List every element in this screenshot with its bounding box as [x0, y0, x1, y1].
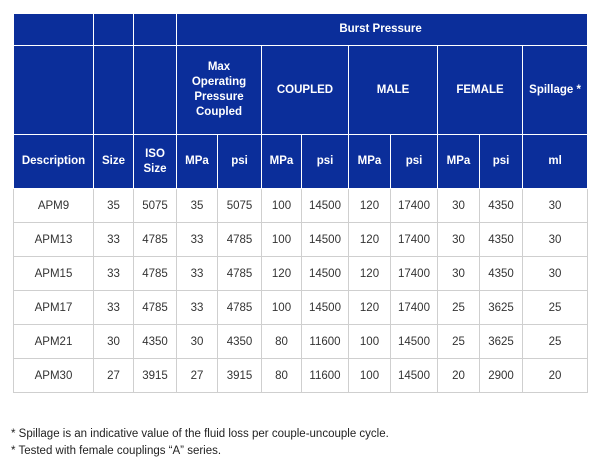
cell-spillage: 30	[523, 223, 588, 257]
cell-female-mpa: 30	[438, 189, 480, 223]
cell-coupled-psi: 14500	[302, 257, 349, 291]
cell-male-psi: 17400	[391, 257, 438, 291]
column-header-iso-size: ISO Size	[134, 135, 177, 189]
cell-coupled-psi: 11600	[302, 359, 349, 393]
header-row-subgroups	[14, 46, 588, 135]
cell-size: 33	[94, 291, 134, 325]
cell-coupled-psi: 14500	[302, 223, 349, 257]
cell-male-psi: 14500	[391, 325, 438, 359]
cell-female-psi: 4350	[480, 189, 523, 223]
header-blank	[94, 14, 134, 46]
burst-pressure-table	[13, 13, 588, 393]
cell-iso-size: 4785	[134, 223, 177, 257]
cell-male-mpa: 120	[349, 257, 391, 291]
footnote-spillage: * Spillage is an indicative value of the fluid loss per couple-uncouple cycle.	[11, 428, 389, 440]
cell-male-mpa: 120	[349, 223, 391, 257]
cell-male-mpa: 120	[349, 189, 391, 223]
column-header-max-psi: psi	[218, 135, 262, 189]
cell-female-mpa: 25	[438, 291, 480, 325]
cell-female-mpa: 25	[438, 325, 480, 359]
cell-coupled-psi: 14500	[302, 189, 349, 223]
cell-size: 35	[94, 189, 134, 223]
cell-spillage: 20	[523, 359, 588, 393]
cell-size: 33	[94, 257, 134, 291]
column-header-male-psi: psi	[391, 135, 438, 189]
coupled-header: COUPLED	[262, 46, 349, 135]
cell-coupled-psi: 11600	[302, 325, 349, 359]
table-row	[14, 189, 588, 223]
cell-male-psi: 17400	[391, 291, 438, 325]
cell-female-psi: 4350	[480, 257, 523, 291]
cell-max-mpa: 30	[177, 325, 218, 359]
cell-size: 33	[94, 223, 134, 257]
cell-coupled-mpa: 100	[262, 223, 302, 257]
header-row-columns	[14, 135, 588, 189]
header-blank	[94, 46, 134, 135]
cell-female-psi: 3625	[480, 325, 523, 359]
cell-description: APM13	[14, 223, 94, 257]
cell-coupled-mpa: 120	[262, 257, 302, 291]
cell-female-mpa: 30	[438, 223, 480, 257]
cell-male-mpa: 100	[349, 359, 391, 393]
header-blank	[134, 14, 177, 46]
cell-iso-size: 4785	[134, 257, 177, 291]
header-row-group	[14, 14, 588, 46]
column-header-spillage-ml: ml	[523, 135, 588, 189]
header-blank	[134, 46, 177, 135]
column-header-coupled-mpa: MPa	[262, 135, 302, 189]
table-row	[14, 257, 588, 291]
cell-coupled-mpa: 100	[262, 189, 302, 223]
cell-coupled-mpa: 80	[262, 325, 302, 359]
cell-description: APM15	[14, 257, 94, 291]
cell-iso-size: 3915	[134, 359, 177, 393]
cell-coupled-psi: 14500	[302, 291, 349, 325]
cell-max-mpa: 35	[177, 189, 218, 223]
cell-spillage: 30	[523, 257, 588, 291]
female-header: FEMALE	[438, 46, 523, 135]
cell-description: APM21	[14, 325, 94, 359]
column-header-max-mpa: MPa	[177, 135, 218, 189]
cell-max-mpa: 33	[177, 291, 218, 325]
footnote-tested: * Tested with female couplings “A” series.	[11, 445, 222, 457]
cell-coupled-mpa: 80	[262, 359, 302, 393]
cell-male-mpa: 120	[349, 291, 391, 325]
column-header-size: Size	[94, 135, 134, 189]
cell-female-psi: 4350	[480, 223, 523, 257]
cell-male-psi: 17400	[391, 223, 438, 257]
footnotes	[11, 426, 389, 460]
cell-spillage: 25	[523, 291, 588, 325]
cell-iso-size: 4350	[134, 325, 177, 359]
cell-max-mpa: 27	[177, 359, 218, 393]
cell-male-psi: 14500	[391, 359, 438, 393]
table-row	[14, 359, 588, 393]
cell-max-psi: 5075	[218, 189, 262, 223]
burst-pressure-table-container	[13, 13, 587, 393]
cell-max-mpa: 33	[177, 223, 218, 257]
cell-max-psi: 3915	[218, 359, 262, 393]
cell-female-psi: 3625	[480, 291, 523, 325]
burst-pressure-header: Burst Pressure	[177, 14, 588, 46]
cell-spillage: 25	[523, 325, 588, 359]
cell-description: APM9	[14, 189, 94, 223]
header-blank	[14, 14, 94, 46]
cell-spillage: 30	[523, 189, 588, 223]
cell-max-psi: 4350	[218, 325, 262, 359]
cell-female-mpa: 30	[438, 257, 480, 291]
cell-coupled-mpa: 100	[262, 291, 302, 325]
cell-size: 27	[94, 359, 134, 393]
cell-description: APM17	[14, 291, 94, 325]
cell-size: 30	[94, 325, 134, 359]
cell-max-psi: 4785	[218, 257, 262, 291]
column-header-male-mpa: MPa	[349, 135, 391, 189]
max-operating-pressure-header: Max Operating Pressure Coupled	[177, 46, 262, 135]
table-row	[14, 223, 588, 257]
cell-max-psi: 4785	[218, 223, 262, 257]
cell-female-mpa: 20	[438, 359, 480, 393]
column-header-female-mpa: MPa	[438, 135, 480, 189]
table-row	[14, 291, 588, 325]
header-blank	[14, 46, 94, 135]
column-header-female-psi: psi	[480, 135, 523, 189]
cell-male-psi: 17400	[391, 189, 438, 223]
column-header-coupled-psi: psi	[302, 135, 349, 189]
cell-max-psi: 4785	[218, 291, 262, 325]
cell-max-mpa: 33	[177, 257, 218, 291]
cell-female-psi: 2900	[480, 359, 523, 393]
cell-iso-size: 5075	[134, 189, 177, 223]
cell-iso-size: 4785	[134, 291, 177, 325]
cell-male-mpa: 100	[349, 325, 391, 359]
cell-description: APM30	[14, 359, 94, 393]
male-header: MALE	[349, 46, 438, 135]
table-row	[14, 325, 588, 359]
column-header-description: Description	[14, 135, 94, 189]
spillage-header: Spillage *	[523, 46, 588, 135]
